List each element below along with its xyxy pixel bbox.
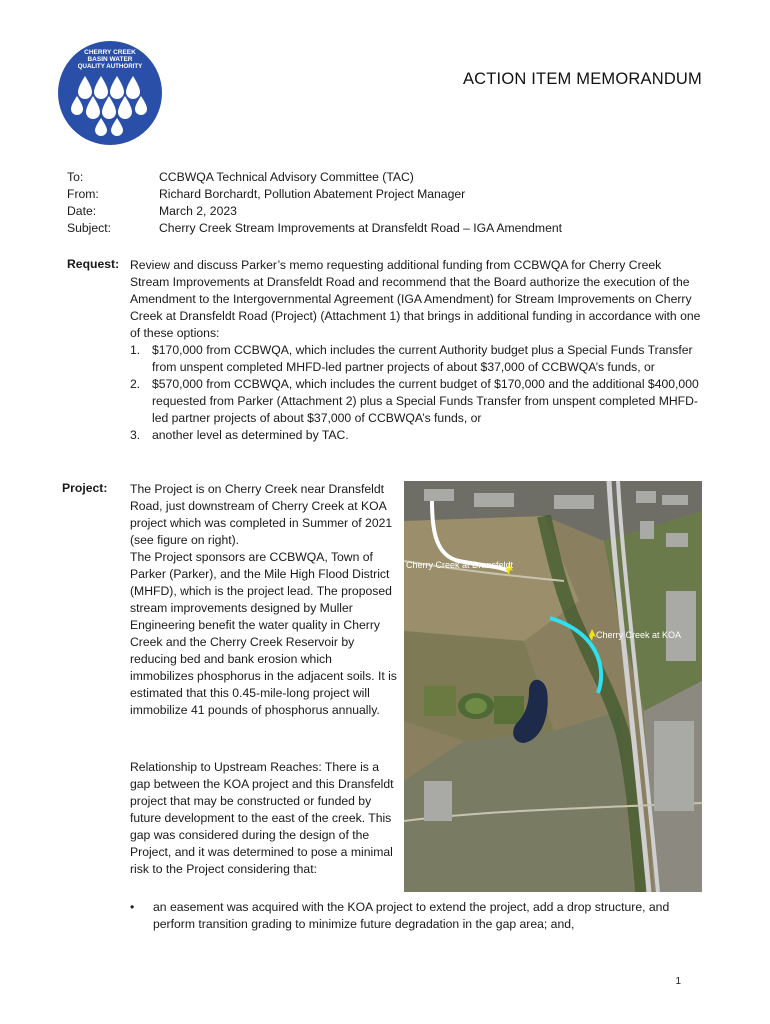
- request-body: [130, 257, 702, 444]
- option-text: $170,000 from CCBWQA, which includes the current Authority budget plus a Special Funds Transfer from unspent completed MHFD-led partner projects of about $37,000 of CCBWQA’s funds, or: [152, 343, 693, 374]
- bullet-text: an easement was acquired with the KOA project to extend the project, add a drop structure, and perform transition grading to minimize future degradation in the gap area; and,: [153, 900, 670, 931]
- option-item: [130, 342, 702, 376]
- bullet-item: [130, 899, 705, 933]
- option-item: [130, 376, 702, 427]
- logo-text-1: CHERRY CREEK: [84, 49, 136, 56]
- project-label: Project:: [62, 481, 108, 495]
- logo-text-3: QUALITY AUTHORITY: [77, 63, 143, 70]
- from-value: Richard Borchardt, Pollution Abatement Project Manager: [159, 187, 466, 201]
- option-number: 2.: [130, 377, 141, 391]
- request-label: Request:: [67, 257, 120, 271]
- project-para-2: The Project sponsors are CCBWQA, Town of Parker (Parker), and the Mile High Flood District (MHFD), which is the project lead. The proposed stream improvements designed by Muller Engineering benefit the water quality in Cherry Creek and the Cherry Creek Reservoir by reducing bed and bank erosion which immobilizes phosphorus in the adjacent soils. It is estimated that this 0.45-mile-long project will immobilize 41 pounds of phosphorus annually.: [130, 550, 397, 717]
- from-label: From:: [67, 187, 99, 201]
- ccbwqa-logo: [57, 40, 163, 146]
- subject-label: Subject:: [67, 221, 112, 235]
- date-label: Date:: [67, 204, 97, 218]
- option-number: 1.: [130, 343, 141, 357]
- to-value: CCBWQA Technical Advisory Committee (TAC): [159, 170, 414, 184]
- bullet-dot: •: [130, 900, 135, 914]
- project-body: [130, 481, 398, 719]
- request-text: Review and discuss Parker’s memo requesting additional funding from CCBWQA for Cherry Creek Stream Improvements at Dransfeldt Road and recommend that the Board authorize the execution of the Amendment to the Intergovernmental Agreement (IGA Amendment) for Stream Improvements on Cherry Creek at Dransfeldt Road (Project) (Attachment 1) that brings in additional funding in accordance with one of these options:: [130, 258, 701, 340]
- request-options: [130, 342, 702, 444]
- map-label-koa: Cherry Creek at KOA: [596, 630, 682, 640]
- page-number: 1: [675, 976, 681, 987]
- logo-text-2: BASIN WATER: [87, 56, 133, 63]
- date-value: March 2, 2023: [159, 204, 237, 218]
- subject-value: Cherry Creek Stream Improvements at Dransfeldt Road – IGA Amendment: [159, 221, 563, 235]
- map-label-dransfeldt: Cherry Creek at Dransfeldt: [406, 560, 514, 570]
- option-text: $570,000 from CCBWQA, which includes the current budget of $170,000 and the additional $400,000 requested from Parker (Attachment 2) plus a Special Funds Transfer from unspent completed MHFD-led partner projects of about $37,000 of CCBWQA’s funds, or: [152, 377, 699, 425]
- aerial-map: [404, 481, 702, 892]
- memo-title: ACTION ITEM MEMORANDUM: [462, 70, 702, 88]
- to-label: To:: [67, 170, 84, 184]
- option-text: another level as determined by TAC.: [152, 428, 349, 442]
- relationship-paragraph: Relationship to Upstream Reaches: There is a gap between the KOA project and this Dransfeldt project that may be constructed or funded by future development to the east of the creek. This gap was considered during the design of the Project, and it was determined to pose a minimal risk to the Project considering that:: [130, 760, 394, 876]
- option-item: [130, 427, 702, 444]
- project-para-1: The Project is on Cherry Creek near Dransfeldt Road, just downstream of Cherry Creek at KOA project which was completed in Summer of 2021 (see figure on right).: [130, 482, 393, 547]
- option-number: 3.: [130, 428, 141, 442]
